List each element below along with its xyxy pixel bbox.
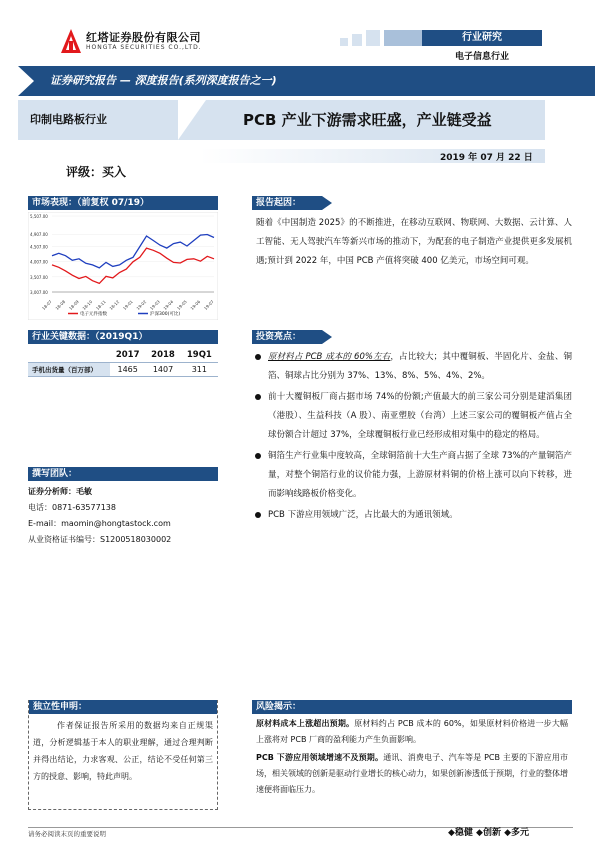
origin-section — [252, 196, 572, 271]
company-logo — [60, 28, 82, 54]
company-name: 红塔证券股份有限公司 — [86, 31, 201, 44]
section-header: 投资亮点： — [252, 330, 322, 344]
report-category-tag: 行业研究 — [422, 30, 542, 46]
highlight-item: PCB 下游应用领域广泛，占比最大的为通讯领域。 — [252, 506, 572, 525]
table-header-cell: 2017 — [110, 348, 145, 362]
x-tick-label: 19-01 — [121, 299, 134, 311]
table-cell: 手机出货量（百万部） — [28, 362, 110, 376]
risk-section: 风险揭示： 原材料成本上涨超出预期。原材料约占 PCB 成本的 60%，如果原材料价格进一步大幅上涨将对 PCB 厂商的盈利能力产生负面影响。 PCB 下游应用领域增速不及预期。通讯、消费电子、汽车等是 PCB 主要的下游应用市场，相关领域的创新是驱动行业增长的核心动力，如果创新渗透低于预期，行业的整体增速便将面临压力。 — [252, 700, 572, 798]
x-tick-label: 19-02 — [135, 299, 148, 311]
table-cell: 1407 — [145, 362, 180, 376]
section-header: 风险揭示： — [252, 700, 572, 714]
x-tick-label: 19-03 — [148, 299, 161, 311]
section-header: 行业关键数据：（2019Q1） — [28, 330, 218, 344]
y-tick-label: 5,507.00 — [30, 214, 48, 219]
analyst-cert: 从业资格证书编号：S1200518030002 — [28, 535, 172, 544]
team-section — [28, 467, 218, 548]
section-header: 市场表现：（前复权 07/19） — [28, 196, 218, 210]
industry-name: 印制电路板行业 — [18, 100, 193, 140]
footer-note: 请务必阅读末页的重要说明 — [28, 830, 106, 838]
legend-label: 电子元件指数 — [80, 312, 107, 317]
x-tick-label: 18-08 — [54, 299, 67, 311]
title-row — [18, 100, 545, 140]
origin-text: 随着《中国制造 2025》的不断推进，在移动互联网、物联网、大数据、云计算、人工智能、无人驾驶汽车等新兴市场的推动下，为配套的电子制造产业提供更多发展机遇;预计到 2022 年，中国 PCB 产值将突破 400 亿美元，市场空间可观。 — [256, 218, 572, 266]
highlight-item: 铜箔生产行业集中度较高，全球铜箔前十大生产商占据了全球 73%的产量铜箔产量，对整个铜箔行业的议价能力强，上游原材料铜的价格上涨可以向下转移，进而影响线路板价格变化。 — [252, 447, 572, 504]
table-row — [28, 362, 218, 376]
bullet-icon — [255, 453, 261, 459]
headline: PCB 产业下游需求旺盛，产业链受益 — [193, 100, 545, 140]
table-header-cell: 19Q1 — [181, 348, 218, 362]
x-tick-label: 19-06 — [189, 299, 202, 311]
y-tick-label: 3,507.00 — [30, 274, 48, 280]
highlight-item: 前十大覆铜板厂商占据市场 74%的份额;产值最大的前三家公司分别是建滔集团（港股）、生益科技（A 股）、南亚塑胶（台湾）上述三家公司的覆铜板产值占全球份额合计超过 37%，全球覆铜板行业已经形成相对集中的稳定的格局。 — [252, 388, 572, 445]
x-tick-label: 18-09 — [67, 299, 80, 311]
bullet-icon — [255, 354, 261, 360]
highlights-section — [252, 330, 572, 527]
table-header-row — [28, 348, 218, 362]
band-arrow — [18, 66, 34, 96]
report-type-band: 证券研究报告 — 深度报告(系列深度报告之一) — [0, 66, 595, 96]
x-tick-label: 18-10 — [81, 299, 94, 311]
company-name-en: HONGTA SECURITIES CO.,LTD. — [86, 44, 202, 51]
independence-section — [28, 700, 218, 810]
legend-label: 沪深300(可比) — [150, 312, 181, 317]
x-tick-label: 19-07 — [202, 299, 215, 311]
analyst-email[interactable]: E-mail：maomin@hongtastock.com — [28, 519, 171, 528]
analyst-phone: 电话：0871-63577138 — [28, 503, 116, 512]
key-data-section — [28, 330, 218, 467]
y-tick-label: 4,007.00 — [30, 259, 48, 265]
y-tick-label: 3,007.00 — [30, 290, 48, 295]
bullet-icon — [255, 394, 261, 400]
section-header: 独立性申明： — [29, 700, 217, 714]
x-tick-label: 18-07 — [40, 299, 53, 311]
x-tick-label: 18-12 — [108, 299, 121, 311]
table-cell: 311 — [181, 362, 218, 376]
y-tick-label: 4,907.00 — [30, 232, 48, 238]
table-cell: 1465 — [110, 362, 145, 376]
market-section — [28, 196, 218, 320]
key-data-table — [28, 348, 218, 377]
rating: 评级：买入 — [66, 165, 127, 179]
header-decoration — [340, 30, 422, 46]
sector-tag: 电子信息行业 — [454, 52, 509, 62]
highlight-item: 原材料占 PCB 成本的 60%左右，占比较大；其中覆铜板、半固化片、金盐、铜箔、铜球占比分别为 37%、13%、8%、5%、4%、2%。 — [252, 348, 572, 386]
bullet-icon — [255, 512, 261, 518]
y-tick-label: 4,507.00 — [30, 244, 48, 250]
analyst-name: 证券分析师：毛敏 — [28, 487, 92, 496]
x-tick-label: 18-11 — [94, 299, 107, 311]
x-tick-label: 19-04 — [162, 299, 175, 311]
section-header: 报告起因： — [252, 196, 322, 210]
table-header-cell — [28, 348, 110, 362]
table-header-cell: 2018 — [145, 348, 180, 362]
market-chart — [28, 212, 218, 320]
section-header: 撰写团队： — [28, 467, 218, 481]
footer-motto: ◆稳健 ◆创新 ◆多元 — [448, 828, 530, 838]
independence-text: 作者保证报告所采用的数据均来自正规渠道，分析逻辑基于本人的职业理解，通过合理判断并得出结论，力求客观、公正，结论不受任何第三方的授意、影响，特此声明。 — [33, 721, 213, 781]
report-date: 2019 年 07 月 22 日 — [440, 153, 533, 163]
x-tick-label: 19-05 — [175, 299, 188, 311]
